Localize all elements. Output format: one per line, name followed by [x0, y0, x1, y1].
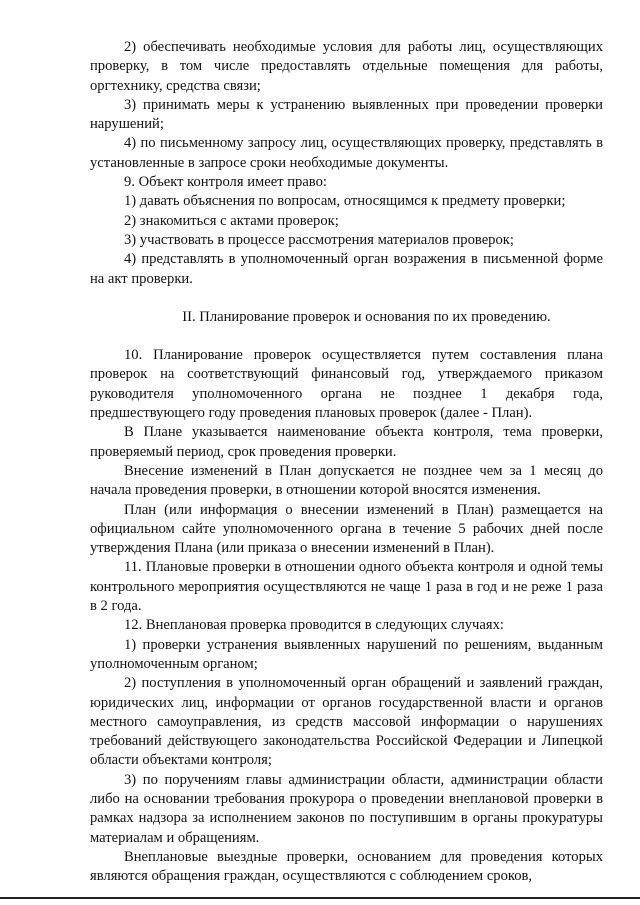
paragraph: 2) знакомиться с актами проверок; — [124, 212, 339, 229]
paragraph: Внесение изменений в План допускается не позднее чем за 1 месяц до начала проведения проверки, в отношении которой вносятся изменения. — [90, 462, 603, 499]
paragraph: 10. Планирование проверок осуществляется путем составления плана проверок на соответствующий финансовый год, утверждаемого приказом руководителя уполномоченного органа не позднее 1 декабря года, предшествующего году проведения плановых проверок (далее - План). — [90, 347, 603, 422]
paragraph: 3) участвовать в процессе рассмотрения материалов проверок; — [124, 231, 514, 248]
scan-edge-line — [0, 897, 640, 899]
paragraph: 1) проверки устранения выявленных нарушений по решениям, выданным уполномоченным органом; — [90, 636, 603, 672]
paragraph: 2) обеспечивать необходимые условия для работы лиц, осуществляющих проверку, в том числе предоставлять отдельные помещения для работы, оргтехнику, средства связи; — [90, 39, 603, 94]
paragraph: План (или информация о внесении изменений в План) размещается на официальном сайте уполномоченного органа в течение 5 рабочих дней после утверждения Плана (или приказа о внесении изменений в План). — [90, 501, 603, 557]
paragraph: 1) давать объяснения по вопросам, относящимся к предмету проверки; — [124, 193, 566, 210]
paragraph: 9. Объект контроля имеет право: — [124, 174, 327, 191]
paragraph: 12. Внеплановая проверка проводится в следующих случаях: — [124, 617, 504, 634]
paragraph: 4) по письменному запросу лиц, осуществляющих проверку, представлять в установленные в запросе сроки необходимые документы. — [90, 135, 603, 171]
section-heading: II. Планирование проверок и основания по их проведению. — [182, 308, 551, 325]
paragraph: 2) поступления в уполномоченный орган обращений и заявлений граждан, юридических лиц, информации от органов государственной власти и органов местного самоуправления, из средств массовой информации о нарушениях требований действующего законодательства Российской Федерации и Липецкой области объектами контроля; — [90, 675, 603, 769]
document-text — [90, 38, 603, 886]
paragraph: 3) принимать меры к устранению выявленных при проведении проверки нарушений; — [90, 96, 603, 133]
paragraph: В Плане указывается наименование объекта контроля, тема проверки, проверяемый период, срок проведения проверки. — [90, 424, 603, 460]
paragraph: 4) представлять в уполномоченный орган возражения в письменной форме на акт проверки. — [90, 251, 603, 287]
paragraph: 11. Плановые проверки в отношении одного объекта контроля и одной темы контрольного мероприятия осуществляются не чаще 1 раза в год и не реже 1 раза в 2 года. — [90, 559, 603, 615]
paragraph: Внеплановые выездные проверки, основанием для проведения которых являются обращения граждан, осуществляются с соблюдением сроков, — [90, 848, 603, 885]
paragraph: 3) по поручениям главы администрации области, администрации области либо на основании требования прокурора о проведении внеплановой проверки в рамках надзора за исполнением законов по поступившим в органы прокуратуры материалам и обращениям. — [90, 771, 603, 846]
